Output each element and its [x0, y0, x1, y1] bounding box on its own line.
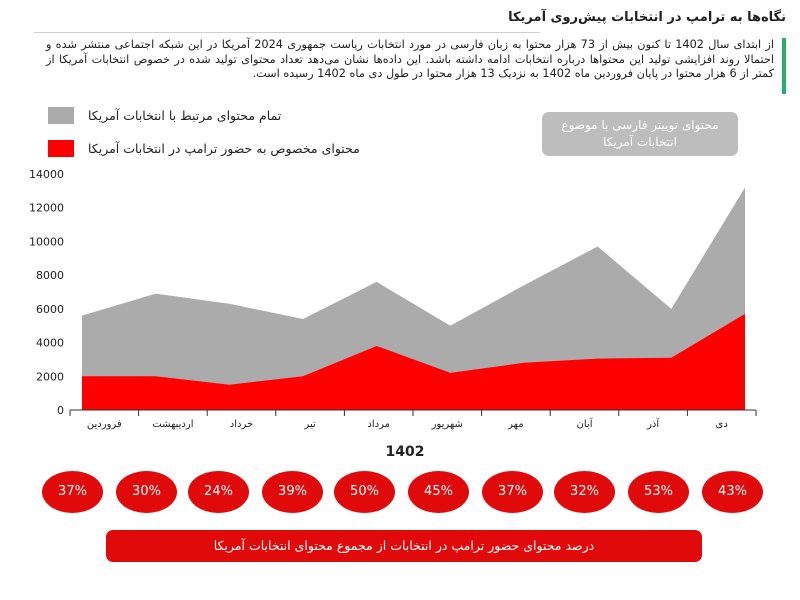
title-divider: [34, 32, 540, 33]
intro-paragraph: از ابتدای سال 1402 تا کنون بیش از 73 هزار محتوا به زبان فارسی در مورد انتخابات ریاست جمهوری 2024 آمریکا در این شبکه اجتماعی منتشر شده و احتمالا روند افزایشی تولید این محتواها درباره انتخابات ادامه داشته باشد. این داده‌ها نشان می‌دهد تعداد محتوای تولید شده در خصوص انتخابات آمریکا از کمتر از 6 هزار محتوا در پایان فروردین ماه 1402 به نزدیک 13 هزار محتوا در طول دی ماه 1402 رسیده است.: [46, 38, 774, 80]
x-tick-label: آذر: [647, 419, 660, 430]
y-tick-label: 10000: [29, 235, 64, 249]
x-tick-label: دی: [715, 419, 728, 430]
y-tick-label: 2000: [36, 370, 64, 384]
percent-badge: 37%: [482, 471, 543, 513]
x-axis: [70, 410, 756, 430]
percent-badge: 45%: [408, 471, 469, 513]
title-bar: [0, 10, 786, 26]
percent-badge: 32%: [554, 471, 615, 513]
y-tick-label: 8000: [36, 269, 64, 283]
legend-item-trump: [48, 140, 508, 160]
percent-badge: 43%: [702, 471, 763, 513]
accent-bar: [782, 38, 786, 94]
x-tick-label: فروردین: [86, 419, 122, 430]
topic-badge: محتوای توییتر فارسی با موضوع انتخابات آمریکا: [542, 112, 738, 156]
percent-badge: 53%: [628, 471, 689, 513]
legend-label-trump: محتوای مخصوص به حضور ترامپ در انتخابات آمریکا: [88, 141, 360, 156]
legend-item-total: [48, 107, 378, 127]
percent-row: [0, 471, 800, 513]
percent-caption: درصد محتوای حضور ترامپ در انتخابات از مجموع محتوای انتخابات آمریکا: [106, 530, 702, 562]
chart-areas: [82, 187, 745, 410]
legend-swatch-trump: [48, 140, 74, 157]
area-chart: [0, 160, 800, 440]
percent-badge: 30%: [116, 471, 177, 513]
y-tick-label: 0: [57, 404, 64, 417]
percent-badge: 39%: [262, 471, 323, 513]
y-tick-label: 12000: [29, 201, 64, 215]
y-tick-label: 14000: [29, 168, 64, 181]
y-axis: [29, 168, 64, 417]
x-tick-label: خرداد: [229, 419, 254, 430]
percent-badge: 50%: [334, 471, 395, 513]
percent-badge: 37%: [42, 471, 103, 513]
legend-label-total: تمام محتوای مرتبط با انتخابات آمریکا: [88, 108, 282, 123]
y-tick-label: 6000: [36, 302, 64, 316]
x-tick-label: مهر: [508, 419, 524, 430]
y-tick-label: 4000: [36, 336, 64, 350]
legend-swatch-total: [48, 107, 74, 124]
page-title: نگاه‌ها به ترامپ در انتخابات پیش‌روی آمریکا: [508, 10, 786, 25]
x-tick-label: آبان: [576, 419, 593, 430]
x-axis-title: 1402: [385, 444, 425, 460]
x-tick-label: تیر: [304, 419, 316, 430]
percent-badge: 24%: [188, 471, 249, 513]
x-tick-label: اردیبهشت: [152, 419, 194, 430]
x-tick-label: شهریور: [431, 419, 463, 430]
x-tick-label: مرداد: [367, 419, 390, 430]
